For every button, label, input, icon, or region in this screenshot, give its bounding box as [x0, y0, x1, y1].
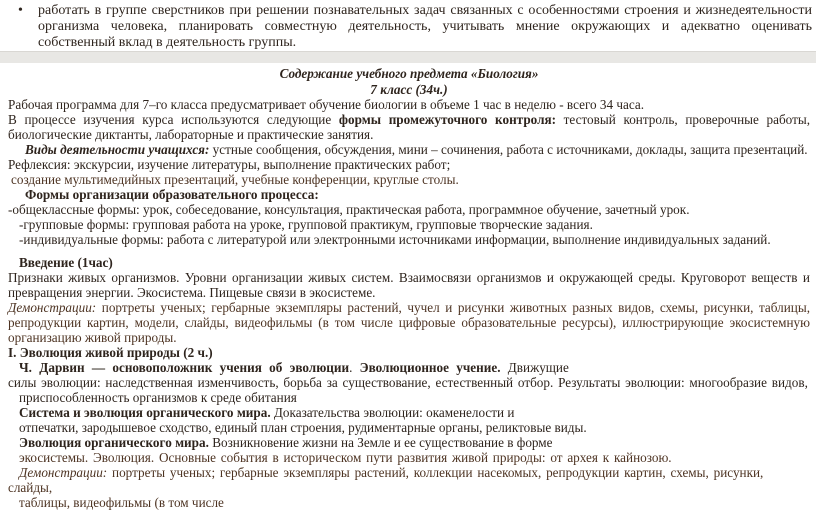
paragraph-darwin-line3: приспособленность организмов к среде обитания	[19, 390, 297, 405]
darwin-plain-text-2: Движущие	[500, 360, 569, 375]
control-lead-text: В процессе изучения курса используются следующие	[8, 112, 339, 127]
paragraph-darwin-line2: силы эволюции: наследственная изменчивость, борьба за существование, естественный отбор. Результаты эволюции: многообразие видов,	[8, 375, 808, 390]
paragraph-system-line1	[8, 405, 810, 420]
paragraph-evolution-line1	[8, 435, 810, 450]
demonstrations-1-rest-text: портреты ученых; гербарные экземпляры растений, чучел и рисунки животных разных видов, схемы, рисунки, таблицы, репродукции картин, модели, слайды, видеофильмы (в том числе цифровые образовательные ресурсы), иллюстрирующие экосистемную организацию живой природы.	[8, 300, 810, 345]
darwin-bold-text-2: Эволюционное учение.	[359, 360, 501, 375]
heading-org-forms: Формы организации образовательного процесса:	[25, 187, 319, 202]
bullet-paragraph	[0, 0, 816, 51]
activities-rest-text: устные сообщения, обсуждения, мини – сочинения, работа с источниками, доклады, защита презентаций.	[209, 142, 808, 157]
control-bold-text: формы промежуточного контроля:	[338, 112, 556, 127]
paragraph-darwin-line1	[8, 360, 810, 375]
heading-section-1: I. Эволюция живой природы (2 ч.)	[8, 345, 213, 360]
doc-title: Содержание учебного предмета «Биология»	[279, 66, 539, 81]
bullet-marker: •	[18, 3, 23, 18]
paragraph-demonstrations-1	[8, 300, 810, 345]
paragraph-forms-group: -групповые формы: групповая работа на уроке, групповой практикум, групповые творческие задания.	[19, 217, 593, 232]
paragraph-introduction: Признаки живых организмов. Уровни организации живых систем. Взаимосвязи организмов и окружающей среды. Круговорот веществ и превращения энергии. Экосистема. Пищевые связи в экосистеме.	[8, 270, 810, 300]
system-rest-text: Доказательства эволюции: окаменелости и	[270, 405, 515, 420]
evolution-bold-text: Эволюция органического мира.	[19, 435, 209, 450]
paragraph-program: Рабочая программа для 7–го класса предусматривает обучение биологии в объеме 1 час в неделю - всего 34 часа.	[8, 97, 645, 112]
paragraph-demonstrations-2-cont: таблицы, видеофильмы (в том числе	[19, 495, 224, 510]
paragraph-control-forms	[8, 112, 810, 142]
darwin-bold-text-1: Ч. Дарвин — основоположник учения об эволюции	[19, 360, 350, 375]
document-body	[0, 64, 816, 510]
section-divider	[0, 51, 816, 63]
doc-subtitle: 7 класс (34ч.)	[370, 81, 448, 97]
evolution-rest-text: Возникновение жизни на Земле и ее существование в форме	[208, 435, 553, 450]
darwin-plain-text-1: .	[349, 360, 360, 375]
paragraph-activities	[8, 142, 810, 157]
paragraph-system-line2: отпечатки, зародышевое сходство, единый план строения, рудиментарные органы, реликтовые виды.	[19, 420, 587, 435]
demonstrations-2-rest-text: портреты ученых; гербарные экземпляры растений, коллекции насекомых, репродукции картин, схемы, рисунки, слайды,	[8, 465, 764, 495]
paragraph-reflection-cont: создание мультимедийных презентаций, учебные конференции, круглые столы.	[11, 172, 459, 187]
paragraph-evolution-line2: экосистемы. Эволюция. Основные события в историческом пути развития живой природы: от архея к кайнозою.	[19, 450, 672, 465]
system-bold-text: Система и эволюция органического мира.	[19, 405, 271, 420]
control-rest-text: тестовый контроль, проверочные работы, биологические диктанты, лабораторные и практические занятия.	[8, 112, 810, 142]
demonstrations-1-lead-text: Демонстрации:	[8, 300, 97, 315]
heading-introduction: Введение (1час)	[19, 255, 113, 270]
bullet-paragraph-text: работать в группе сверстников при решении познавательных задач связанных с особенностями строения и жизнедеятельности организма человека, планировать совместную деятельность, учитывать мнение окружающих и адекватно оценивать собственный вклад в деятельность группы.	[38, 3, 812, 50]
paragraph-forms-class: -общеклассные формы: урок, собеседование, консультация, практическая работа, программное обучение, зачетный урок.	[8, 202, 690, 217]
demonstrations-2-lead-text: Демонстрации:	[19, 465, 108, 480]
paragraph-reflection: Рефлексия: экскурсии, изучение литературы, выполнение практических работ;	[8, 157, 451, 172]
paragraph-forms-individual: -индивидуальные формы: работа с литературой или электронными источниками информации, выполнение индивидуальных заданий.	[19, 232, 771, 247]
activities-lead-text: Виды деятельности учащихся:	[25, 142, 210, 157]
